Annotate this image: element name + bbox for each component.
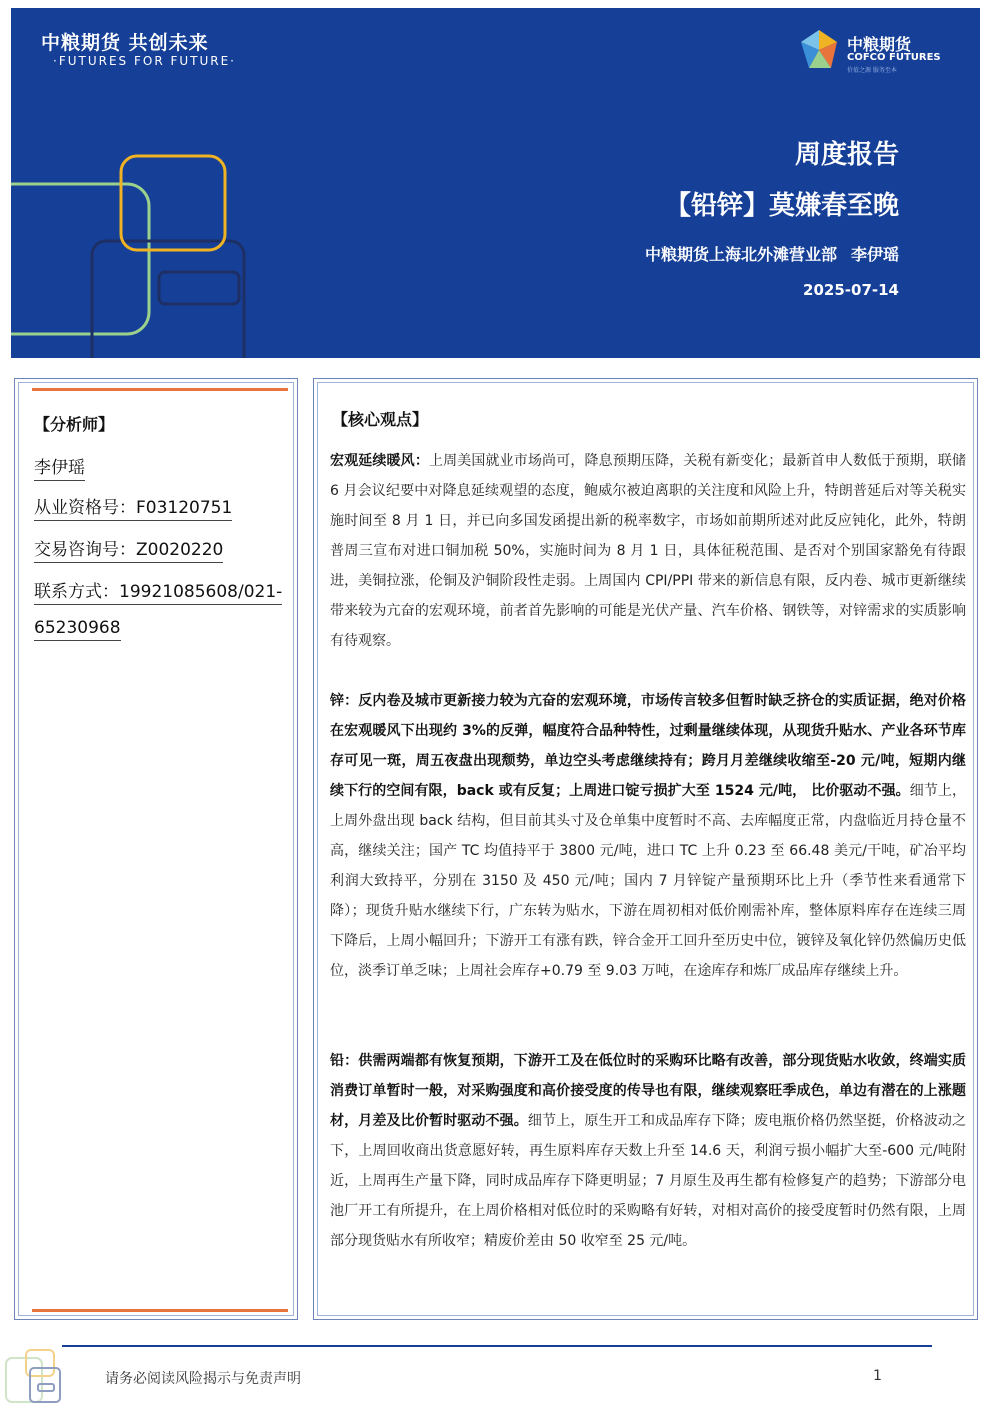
footer-decoration-icon xyxy=(0,1346,70,1403)
zinc-lead: 锌：反内卷及城市更新接力较为亢奋的宏观环境，市场传言较多但暂时缺乏挤仓的实质证据，绝对价格在宏观暖风下出现约 3%的反弹，幅度符合品种特性，过剩量继续体现，从现货升贴水、产业各环节库存可见一斑，周五夜盘出现颓势，单边空头考虑继续持有；跨月月差继续收缩至-20 元/吨，短期内继续下行的空间有限，back 或有反复；上周进口锭亏损扩大至 1524 元/吨， 比价驱动不强。 xyxy=(330,693,966,799)
logo-tagline: 价值之源 服务至本 xyxy=(847,67,897,74)
core-heading: 【核心观点】 xyxy=(332,410,429,429)
macro-lead: 宏观延续暖风： xyxy=(330,453,429,469)
lead-lead: 铅：供需两端都有恢复预期，下游开工及在低位时的采购环比略有改善，部分现货贴水收敛，终端实质消费订单暂时一般，对采购强度和高价接受度的传导也有限，继续观察旺季成色，单边有潜在的上涨题材，月差及比价暂时驱动不强。 xyxy=(330,1053,966,1129)
core-view-panel-inner xyxy=(317,382,974,1316)
analyst-contact: 联系方式：19921085608/021- xyxy=(34,577,282,605)
report-date: 2025-07-14 xyxy=(803,281,899,299)
author-name: 李伊瑶 xyxy=(850,245,899,264)
bottom-divider xyxy=(32,1309,288,1312)
report-org xyxy=(645,242,899,265)
zinc-body: 细节上，上周外盘出现 back 结构，但目前其头寸及仓单集中度暂时不高、去库幅度正常，内盘临近月持仓量不高，继续关注；国产 TC 均值持平于 3800 元/吨，进口 TC 上升 0.23 至 66.48 美元/干吨，矿冶平均利润大致持平，分别在 3150 及 450 元/吨；国内 7 月锌锭产量预期环比上升（季节性来看通常下降）；现货升贴水继续下行，广东转为贴水，下游在周初相对低价刚需补库，整体原料库存在连续三周下降后，上周小幅回升；下游开工有涨有跌，锌合金开工回升至历史中位，镀锌及氧化锌仍然偏历史低位，淡季订单乏味；上周社会库存+0.79 至 9.03 万吨，在途库存和炼厂成品库存继续上升。 xyxy=(330,783,967,979)
logo-name-en: COFCO FUTURES xyxy=(847,52,941,63)
footer-disclaimer: 请务必阅读风险揭示与免责声明 xyxy=(105,1371,301,1387)
core-view-panel xyxy=(313,378,978,1320)
report-type: 周度报告 xyxy=(794,140,899,170)
page-number: 1 xyxy=(873,1368,882,1384)
org-name: 中粮期货上海北外滩营业部 xyxy=(644,245,837,264)
macro-body: 上周美国就业市场尚可，降息预期压降，关税有新变化；最新首申人数低于预期，联储 6 月会议纪要中对降息延续观望的态度，鲍威尔被迫离职的关注度和风险上升，特朗普延后对等关税实施时间至 8 月 1 日，并已向多国发函提出新的税率数字，市场如前期所述对此反应钝化，此外，特朗普周三宣布对进口铜加税 50%，实施时间为 8 月 1 日，具体征税范围、是否对个别国家豁免有待跟进，美铜拉涨，伦铜及沪铜阶段性走弱。上周国内 CPI/PPI 带来的新信息有限，反内卷、城市更新继续带来较为亢奋的宏观环境，前者首先影响的可能是光伏产量、汽车价格、钢铁等，对锌需求的实质影响有待观察。 xyxy=(330,453,967,649)
analyst-heading: 【分析师】 xyxy=(34,415,115,434)
top-divider xyxy=(32,388,288,391)
analyst-name: 李伊瑶 xyxy=(34,453,85,481)
lead-body: 细节上，原生开工和成品库存下降；废电瓶价格仍然坚挺，价格波动之下，上周回收商出货意愿好转，再生原料库存天数上升至 14.6 天，利润亏损小幅扩大至-600 元/吨附近，上周再生产量下降，同时成品库存下降更明显；7 月原生及再生都有检修复产的趋势；下游部分电池厂开工有所提升，在上周价格相对低位时的采购略有好转，对相对高价的接受度暂时仍然有限，上周部分现货贴水有所收窄；精废价差由 50 收窄至 25 元/吨。 xyxy=(330,1113,967,1249)
logo-name-cn: 中粮期货 xyxy=(847,35,912,54)
analyst-consult-number: 交易咨询号：Z0020220 xyxy=(34,535,223,563)
report-title: 【铅锌】莫嫌春至晚 xyxy=(664,191,899,221)
footer-divider xyxy=(62,1345,932,1347)
analyst-qualification: 从业资格号：F03120751 xyxy=(34,493,232,521)
analyst-panel xyxy=(14,378,298,1320)
cofco-logo-icon xyxy=(797,28,841,74)
lead-paragraph xyxy=(330,1046,966,1256)
brand-slogan-en: ·FUTURES FOR FUTURE· xyxy=(53,54,236,68)
header-banner xyxy=(11,8,980,358)
cofco-logo xyxy=(797,28,967,80)
analyst-panel-inner xyxy=(18,382,294,1316)
zinc-paragraph xyxy=(330,686,966,986)
macro-paragraph xyxy=(330,446,966,656)
brand-slogan: 中粮期货 共创未来 xyxy=(41,32,209,54)
analyst-contact-cont: 65230968 xyxy=(34,618,121,641)
